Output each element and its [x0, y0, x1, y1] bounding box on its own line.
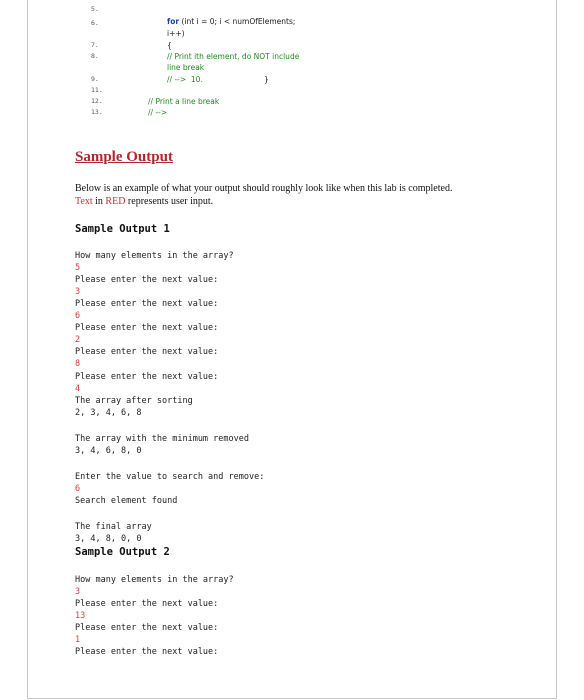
output-line: How many elements in the array?	[75, 575, 234, 585]
output-line: The array after sorting	[75, 396, 193, 406]
user-input: 5	[75, 263, 81, 273]
line-number: 9.	[91, 75, 99, 83]
comment-line-break: // Print a line break	[148, 97, 220, 106]
user-input: 3	[75, 587, 81, 597]
output-line: Enter the value to search and remove:	[75, 472, 265, 482]
output-line: Please enter the next value:	[75, 623, 219, 633]
line-number: 13.	[91, 108, 103, 116]
sample-output-1-title: Sample Output 1	[75, 223, 170, 235]
user-input: 6	[75, 311, 81, 321]
loop-increment: i++)	[167, 29, 185, 38]
line-number: 5.	[91, 5, 99, 13]
line-number: 6.	[91, 19, 99, 27]
legend-in-word: in	[95, 196, 103, 207]
line-number: 12.	[91, 97, 103, 105]
line-number: 8.	[91, 52, 99, 60]
intro-text: Below is an example of what your output should roughly look like when this lab is completed.	[75, 183, 453, 194]
legend-red-word: RED	[105, 196, 126, 207]
user-input: 8	[75, 359, 81, 369]
line-number: 7.	[91, 41, 99, 49]
line-number: 11.	[91, 86, 103, 94]
output-line: Please enter the next value:	[75, 647, 219, 657]
for-keyword: for	[167, 17, 180, 26]
comment-arrow: // -->	[148, 108, 168, 117]
comment-print-ith: // Print ith element, do NOT include	[167, 52, 300, 61]
user-input: 4	[75, 384, 81, 394]
user-input: 13	[75, 611, 86, 621]
output-line: Please enter the next value:	[75, 323, 219, 333]
legend-rest: represents user input.	[127, 196, 214, 207]
close-brace: }	[264, 75, 269, 84]
output-line: Please enter the next value:	[75, 299, 219, 309]
output-line: Please enter the next value:	[75, 372, 219, 382]
sample-output-2-title: Sample Output 2	[75, 546, 170, 558]
output-line: Please enter the next value:	[75, 599, 219, 609]
user-input: 3	[75, 287, 81, 297]
output-line: 2, 3, 4, 6, 8	[75, 408, 142, 418]
output-line: The final array	[75, 522, 152, 532]
user-input: 2	[75, 335, 81, 345]
output-line: Search element found	[75, 496, 178, 506]
output-line: 3, 4, 6, 8, 0	[75, 446, 142, 456]
user-input: 6	[75, 484, 81, 494]
section-heading: Sample Output	[75, 149, 173, 165]
user-input: 1	[75, 635, 81, 645]
comment-print-ith-cont: line break	[167, 63, 205, 72]
output-line: 3, 4, 8, 0, 0	[75, 534, 142, 544]
legend-text-word: Text	[75, 196, 93, 207]
output-line: Please enter the next value:	[75, 275, 219, 285]
output-line: The array with the minimum removed	[75, 434, 249, 444]
comment-arrow-10: // --> 10.	[167, 75, 203, 84]
intro-paragraph	[75, 182, 535, 208]
open-brace: {	[167, 41, 172, 50]
for-loop-header	[167, 17, 295, 26]
for-loop-condition: (int i = 0; i < numOfElements;	[179, 17, 296, 26]
output-line: Please enter the next value:	[75, 347, 219, 357]
output-line: How many elements in the array?	[75, 251, 234, 261]
